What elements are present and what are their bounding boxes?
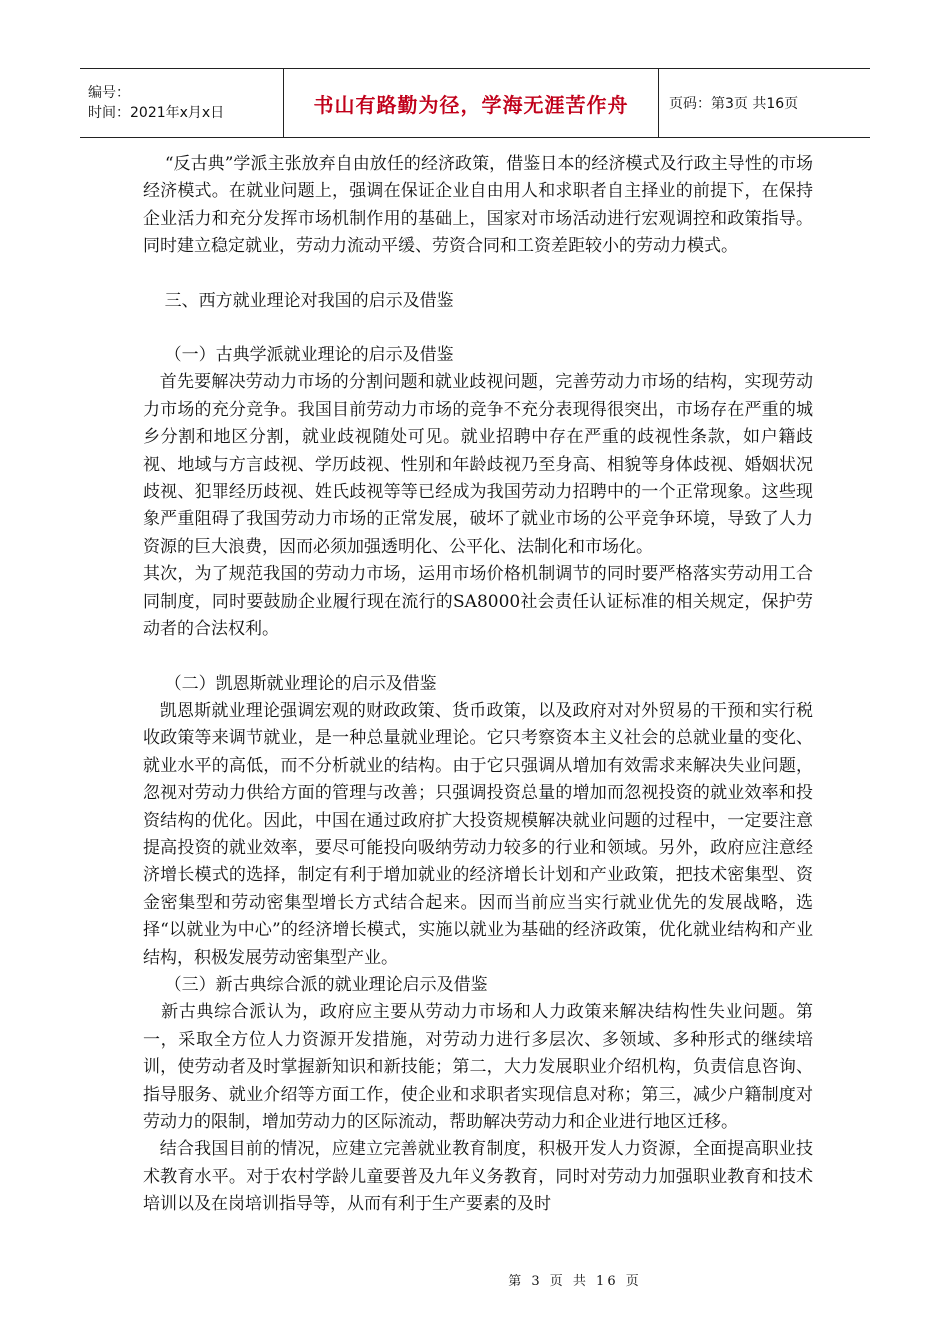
document-number-label: 编号： <box>88 85 130 101</box>
subsection-heading: （三）新古典综合派的就业理论启示及借鉴 <box>143 974 488 995</box>
body-paragraph: 首先要解决劳动力市场的分割问题和就业歧视问题，完善劳动力市场的结构，实现劳动力市场的充分竞争。我国目前劳动力市场的竞争不充分表现得很突出，市场存在严重的城乡分割和地区分割，就业歧视随处可见。就业招聘中存在严重的歧视性条款，如户籍歧视、地域与方言歧视、学历歧视、性别和年龄歧视乃至身高、相貌等身体歧视、婚姻状况歧视、犯罪经历歧视、姓氏歧视等等已经成为我国劳动力招聘中的一个正常现象。这些现象严重阻碍了我国劳动力市场的正常发展，破坏了就业市场的公平竞争环境，导致了人力资源的巨大浪费，因而必须加强透明化、公平化、法制化和市场化。 <box>143 372 813 557</box>
section-heading: 三、西方就业理论对我国的启示及借鉴 <box>143 290 454 311</box>
footer-page-number: 第 3 页 共 16 页 <box>508 1274 642 1289</box>
subsection-heading: （二）凯恩斯就业理论的启示及借鉴 <box>143 673 437 694</box>
document-body <box>143 151 813 1219</box>
header-motto <box>283 69 659 137</box>
document-time-label: 时间：2021年x月x日 <box>88 105 225 121</box>
body-paragraph: 新古典综合派认为，政府应主要从劳动力市场和人力政策来解决结构性失业问题。第一，采取全方位人力资源开发措施，对劳动力进行多层次、多领域、多种形式的继续培训，使劳动者及时掌握新知识和新技能；第二，大力发展职业介绍机构，负责信息咨询、指导服务、就业介绍等方面工作，使企业和求职者实现信息对称；第三，减少户籍制度对劳动力的限制，增加劳动力的区际流动，帮助解决劳动力和企业进行地区迁移。 <box>143 1002 813 1132</box>
page-header <box>80 68 870 138</box>
subsection-heading: （一）古典学派就业理论的启示及借鉴 <box>143 345 454 366</box>
body-paragraph: “反古典”学派主张放弃自由放任的经济政策，借鉴日本的经济模式及行政主导性的市场经济模式。在就业问题上，强调在保证企业自由用人和求职者自主择业的前提下，在保持企业活力和充分发挥市场机制作用的基础上，国家对市场活动进行宏观调控和政策指导。同时建立稳定就业，劳动力流动平缓、劳资合同和工资差距较小的劳动力模式。 <box>143 154 813 257</box>
page-footer <box>0 1270 950 1289</box>
page-number-label: 页码：第3页 共16页 <box>669 96 799 112</box>
motto-text: 书山有路勤为径，学海无涯苦作舟 <box>313 92 629 117</box>
header-meta <box>80 69 283 137</box>
body-paragraph: 结合我国目前的情况，应建立完善就业教育制度，积极开发人力资源，全面提高职业技术教育水平。对于农村学龄儿童要普及九年义务教育，同时对劳动力加强职业教育和技术培训以及在岗培训指导等，从而有利于生产要素的及时 <box>143 1139 813 1215</box>
body-paragraph: 其次，为了规范我国的劳动力市场，运用市场价格机制调节的同时要严格落实劳动用工合同制度，同时要鼓励企业履行现在流行的SA8000社会责任认证标准的相关规定，保护劳动者的合法权利。 <box>143 564 813 640</box>
body-paragraph: 凯恩斯就业理论强调宏观的财政政策、货币政策，以及政府对对外贸易的干预和实行税收政策等来调节就业，是一种总量就业理论。它只考察资本主义社会的总就业量的变化、就业水平的高低，而不分析就业的结构。由于它只强调从增加有效需求来解决失业问题，忽视对劳动力供给方面的管理与改善；只强调投资总量的增加而忽视投资的就业效率和投资结构的优化。因此，中国在通过政府扩大投资规模解决就业问题的过程中，一定要注意提高投资的就业效率，要尽可能投向吸纳劳动力较多的行业和领域。另外，政府应注意经济增长模式的选择，制定有利于增加就业的经济增长计划和产业政策，把技术密集型、资金密集型和劳动密集型增长方式结合起来。因而当前应当实行就业优先的发展战略，选择“以就业为中心”的经济增长模式，实施以就业为基础的经济政策，优化就业结构和产业结构，积极发展劳动密集型产业。 <box>143 700 813 968</box>
header-page-info <box>659 69 870 137</box>
